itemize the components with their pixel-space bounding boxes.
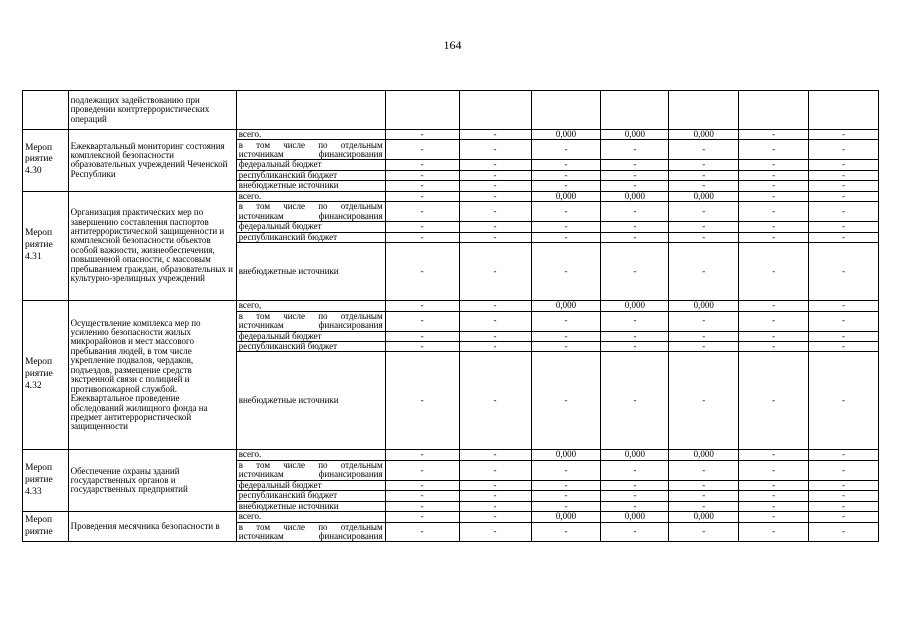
funding-source: федеральный бюджет [236,222,385,232]
value-cell: 0,000 [601,512,669,522]
value-cell: - [809,232,879,242]
value-cell: - [531,331,601,341]
value-cell: - [385,301,459,311]
value-cell: - [739,491,809,501]
value-cell: - [669,243,739,301]
value-cell: - [385,341,459,351]
value-cell: - [531,243,601,301]
value-cell: - [739,331,809,341]
funding-source: всего. [236,130,385,140]
value-cell: - [459,181,531,191]
value-cell: 0,000 [669,130,739,140]
value-cell: - [459,243,531,301]
value-cell: - [601,232,669,242]
value-cell: - [669,160,739,170]
page-number: 164 [443,38,462,52]
value-cell: 0,000 [669,512,739,522]
value-cell: 0,000 [531,301,601,311]
value-cell: - [531,170,601,180]
value-cell: - [809,160,879,170]
value-cell: - [809,181,879,191]
value-cell: - [385,311,459,331]
value-cell: - [601,243,669,301]
measure-name: Проведения месячника безопасности в [68,512,236,542]
value-cell: - [385,512,459,522]
value-cell: - [459,140,531,160]
value-cell: - [531,222,601,232]
value-cell: - [459,191,531,201]
value-cell: - [531,232,601,242]
budget-table [22,90,879,542]
value-cell: - [739,170,809,180]
value-cell: - [739,522,809,542]
value-cell: - [739,352,809,450]
funding-source: всего, [236,301,385,311]
value-cell: - [459,480,531,490]
value-cell: - [739,160,809,170]
value-cell: - [809,341,879,351]
funding-source: внебюджетные источники [236,181,385,191]
value-cell: - [739,460,809,480]
funding-source: всего. [236,450,385,460]
value-cell: - [739,341,809,351]
value-cell: - [385,352,459,450]
table-row [23,301,879,311]
value-cell: - [601,501,669,511]
value-cell: - [809,480,879,490]
table-row [23,130,879,140]
value-cell: - [739,202,809,222]
value-cell: 0,000 [669,191,739,201]
measure-name: подлежащих задействованию при проведении контртеррористических операций [68,91,236,130]
value-cell: - [385,170,459,180]
table-row [23,450,879,460]
value-cell: - [385,160,459,170]
value-cell: - [809,450,879,460]
value-cell: - [601,160,669,170]
value-cell: - [531,160,601,170]
value-cell: - [385,232,459,242]
funding-source: федеральный бюджет [236,160,385,170]
value-cell: - [669,331,739,341]
value-cell: - [669,480,739,490]
value-cell: - [601,352,669,450]
value-cell: - [739,191,809,201]
value-cell: - [809,202,879,222]
value-cell: - [809,243,879,301]
value-cell: - [385,491,459,501]
value-cell: - [809,460,879,480]
value-cell: - [669,181,739,191]
value-cell: - [669,460,739,480]
value-cell: - [459,202,531,222]
value-cell: - [739,222,809,232]
value-cell: - [601,331,669,341]
funding-source: республиканский бюджет [236,341,385,351]
value-cell: - [809,222,879,232]
value-cell: 0,000 [531,450,601,460]
value-cell: - [669,491,739,501]
value-cell: - [459,352,531,450]
value-cell: 0,000 [669,301,739,311]
value-cell: - [531,181,601,191]
value-cell: - [385,222,459,232]
value-cell: - [809,170,879,180]
value-cell: - [459,522,531,542]
value-cell: - [385,140,459,160]
funding-source: в том числе по отдельным источникам финансирования [236,311,385,331]
value-cell: - [809,140,879,160]
value-cell: - [385,450,459,460]
funding-source: в том числе по отдельным источникам финансирования [236,522,385,542]
value-cell: - [739,501,809,511]
value-cell: - [739,232,809,242]
value-cell: - [531,140,601,160]
funding-source: всего. [236,512,385,522]
funding-source: внебюджетные источники [236,501,385,511]
value-cell: - [531,311,601,331]
value-cell: - [531,341,601,351]
value-cell: - [739,311,809,331]
table-row [23,512,879,522]
value-cell: - [385,331,459,341]
value-cell: - [601,140,669,160]
value-cell: - [459,460,531,480]
value-cell: - [739,450,809,460]
measure-name: Осуществление комплекса мер по усилению безопасности жилых микрорайонов и мест массового пребывания людей, в том числе укрепление подвалов, чердаков, подъездов, размещение средств экстренной связи с полицией и противопожарной службой. Ежеквартальное проведение обследований жилищного фонда на предмет антитеррористической защищенности [68,301,236,450]
value-cell: - [739,140,809,160]
funding-source: республиканский бюджет [236,170,385,180]
value-cell: - [669,501,739,511]
value-cell: - [459,331,531,341]
value-cell: - [459,232,531,242]
value-cell: - [739,181,809,191]
value-cell: - [459,311,531,331]
value-cell: - [459,222,531,232]
value-cell: - [809,301,879,311]
value-cell: 0,000 [669,450,739,460]
value-cell: - [809,331,879,341]
measure-id: Мероп риятие 4.33 [23,450,69,512]
value-cell: - [601,222,669,232]
value-cell: - [385,191,459,201]
value-cell: - [669,222,739,232]
value-cell: - [669,202,739,222]
value-cell: 0,000 [531,130,601,140]
value-cell: - [669,140,739,160]
measure-name: Организация практических мер по завершению составления паспортов антитеррористической защищенности и комплексной безопасности объектов особой важности, жизнеобеспечения, повышенной опасности, с массовым пребыванием граждан, образовательных и культурно-зрелищных учреждений [68,191,236,300]
value-cell: 0,000 [601,130,669,140]
value-cell: - [459,170,531,180]
value-cell: - [459,491,531,501]
table-row [23,191,879,201]
value-cell: - [385,460,459,480]
value-cell: - [385,480,459,490]
value-cell: - [531,352,601,450]
funding-source: федеральный бюджет [236,480,385,490]
value-cell: - [531,480,601,490]
value-cell: 0,000 [531,191,601,201]
value-cell: - [601,460,669,480]
value-cell: - [669,352,739,450]
value-cell: - [601,341,669,351]
funding-source: внебюджетные источники [236,352,385,450]
value-cell: - [739,301,809,311]
value-cell: - [459,450,531,460]
measure-id: Мероп риятие 4.31 [23,191,69,300]
value-cell: - [385,243,459,301]
value-cell: - [601,311,669,331]
value-cell: - [459,512,531,522]
value-cell: - [459,501,531,511]
value-cell: - [531,522,601,542]
value-cell: - [601,170,669,180]
value-cell: - [601,491,669,501]
funding-source: в том числе по отдельным источникам финансирования [236,140,385,160]
funding-source: федеральный бюджет [236,331,385,341]
funding-source: республиканский бюджет [236,232,385,242]
funding-source: в том числе по отдельным источникам финансирования [236,460,385,480]
value-cell: - [385,501,459,511]
value-cell: - [531,202,601,222]
value-cell: - [809,491,879,501]
value-cell: - [809,512,879,522]
value-cell: - [809,191,879,201]
table-row-continuation [23,91,879,130]
value-cell: - [601,202,669,222]
value-cell: - [459,301,531,311]
value-cell: - [739,130,809,140]
measure-id: Мероп риятие 4.30 [23,130,69,192]
measure-name: Ежеквартальный мониторинг состояния комплексной безопасности образовательных учреждений Чеченской Республики [68,130,236,192]
value-cell: - [739,480,809,490]
value-cell: - [809,311,879,331]
value-cell: - [385,522,459,542]
value-cell: - [809,130,879,140]
value-cell: - [385,130,459,140]
value-cell: - [669,232,739,242]
funding-source: республиканский бюджет [236,491,385,501]
measure-id: Мероп риятие 4.32 [23,301,69,450]
funding-source: внебюджетные источники [236,243,385,301]
value-cell: - [739,243,809,301]
value-cell: - [531,460,601,480]
value-cell: - [601,480,669,490]
funding-source: всего. [236,191,385,201]
value-cell: - [809,522,879,542]
measure-id: Мероп риятие [23,512,69,542]
measure-name: Обеспечение охраны зданий государственных органов и государственных предприятий [68,450,236,512]
value-cell: 0,000 [531,512,601,522]
funding-source: в том числе по отдельным источникам финансирования [236,202,385,222]
value-cell: 0,000 [601,450,669,460]
value-cell: - [385,202,459,222]
value-cell: - [385,181,459,191]
value-cell: - [601,181,669,191]
value-cell: - [669,311,739,331]
value-cell: - [531,491,601,501]
value-cell: - [459,160,531,170]
value-cell: - [809,352,879,450]
value-cell: - [459,130,531,140]
value-cell: - [601,522,669,542]
value-cell: 0,000 [601,191,669,201]
value-cell: - [531,501,601,511]
value-cell: - [669,522,739,542]
value-cell: - [669,341,739,351]
value-cell: - [739,512,809,522]
value-cell: - [809,501,879,511]
value-cell: - [459,341,531,351]
value-cell: - [669,170,739,180]
value-cell: 0,000 [601,301,669,311]
